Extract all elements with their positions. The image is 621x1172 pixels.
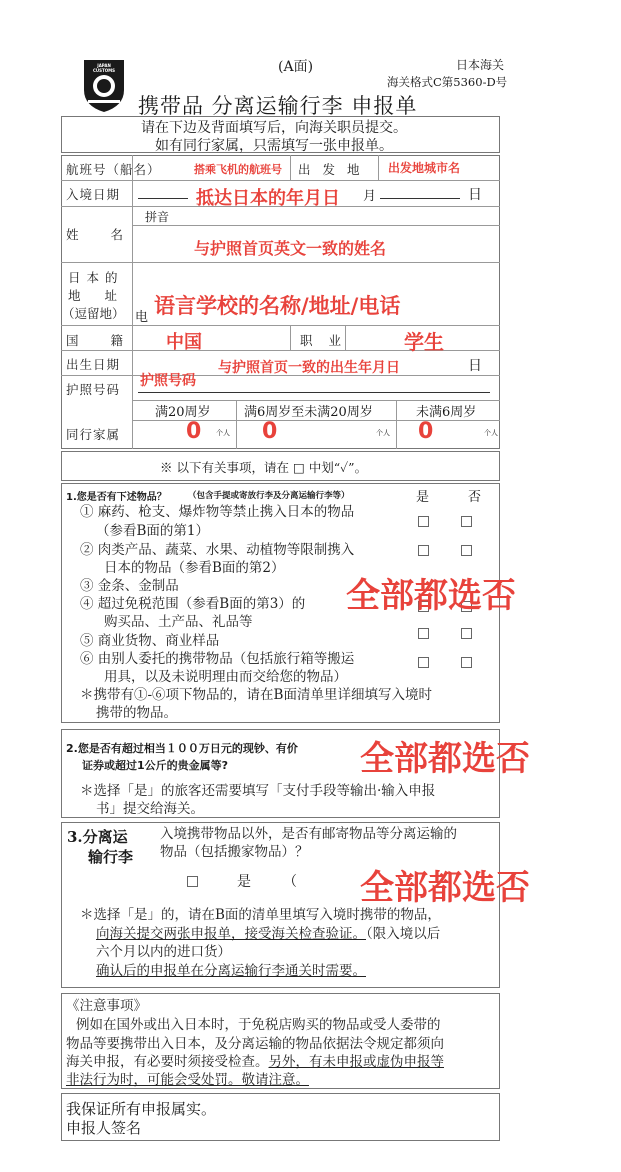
- instruction-text: ※ 以下有关事项，请在 □ 中划“✓”。: [160, 460, 368, 475]
- family-count-teen[interactable]: 0: [262, 419, 278, 444]
- family-count-child[interactable]: 0: [418, 419, 434, 444]
- entry-date-label: 入境日期: [66, 187, 121, 202]
- form-side: (A面): [278, 59, 314, 75]
- passport-hint[interactable]: 护照号码: [140, 373, 196, 389]
- q2-note-2: 书」提交给海关。: [96, 801, 204, 817]
- q1-item-1: ① 麻药、枪支、爆炸物等禁止携入日本的物品: [80, 504, 355, 520]
- q1-item-5-no-checkbox[interactable]: [461, 628, 472, 639]
- q3-yes-checkbox[interactable]: [187, 876, 198, 887]
- address-label-1: 日 本 的: [68, 270, 119, 285]
- q1-item-4: ④ 超过免税范围（参看B面的第3）的: [80, 596, 306, 612]
- notice-line-2: 物品等要携带出入日本，及分离运输的物品依据法令规定都须向: [66, 1036, 444, 1052]
- q3-note-1: ＊选择「是」的，请在B面的清单里填写入境时携带的物品，: [80, 907, 441, 923]
- q3-question-2: 物品（包括搬家物品）？: [160, 844, 309, 860]
- family-col-child: 未满6周岁: [416, 405, 477, 420]
- notice-title: 《注意事项》: [66, 998, 147, 1014]
- person-unit-2: 个人: [376, 429, 390, 437]
- job-label: 职 业: [300, 333, 347, 348]
- job-hint[interactable]: 学生: [404, 330, 444, 354]
- signature-statement: 我保证所有申报属实。: [66, 1100, 217, 1118]
- q1-item-6b: 用具，以及未说明理由而交给您的物品）: [104, 669, 347, 685]
- q1-footnote-1: ＊携带有①-⑥项下物品的，请在B面清单里详细填写入境时: [80, 687, 432, 703]
- q3-yes-label: 是: [237, 874, 251, 890]
- notice-line-3-underlined: 另外，有未申报或虚伪申报等: [268, 1054, 444, 1070]
- q2-answer-hint: 全部都选否: [360, 739, 530, 779]
- person-unit-3: 个人: [484, 429, 498, 437]
- notice-line-3: [66, 1053, 444, 1071]
- q1-item-6-no-checkbox[interactable]: [461, 657, 472, 668]
- q1-item-1-no-checkbox[interactable]: [461, 516, 472, 527]
- nationality-label: 国 籍: [66, 333, 137, 348]
- passport-label: 护照号码: [66, 382, 121, 397]
- q2-note-1: ＊选择「是」的旅客还需要填写「支付手段等输出·输入申报: [80, 783, 436, 799]
- q3-note-3: 六个月以内的进口货）: [96, 944, 231, 960]
- q1-item-3: ③ 金条、金制品: [80, 578, 179, 594]
- q3-answer-hint: 全部都选否: [360, 868, 530, 908]
- notice-line-4: [66, 1071, 309, 1089]
- departure-hint[interactable]: 出发地城市名: [388, 161, 461, 175]
- customs-logo: [80, 56, 128, 114]
- family-count-adult[interactable]: 0: [186, 419, 202, 444]
- q2-title-2: 证券或超过1公斤的贵金属等?: [82, 759, 229, 772]
- q3-title-2: 输行李: [88, 848, 134, 866]
- address-label-3: （逗留地）: [62, 306, 125, 321]
- intro-line-1: 请在下边及背面填写后，向海关职员提交。: [141, 120, 407, 136]
- person-unit-1: 个人: [216, 429, 230, 437]
- name-label: 姓 名: [66, 227, 137, 242]
- nationality-hint[interactable]: 中国: [166, 332, 202, 353]
- notice-line-1: 例如在国外或出入日本时，于免税店购买的物品或受人委带的: [76, 1017, 441, 1033]
- q3-note-2: [96, 925, 440, 943]
- entry-date-hint[interactable]: 抵达日本的年月日: [196, 188, 340, 209]
- departure-label: 出 发 地: [298, 162, 364, 177]
- entry-month-char: 月: [363, 189, 377, 204]
- q1-item-1b: （参看B面的第1）: [96, 523, 210, 539]
- birth-hint[interactable]: 与护照首页一致的出生年月日: [218, 360, 400, 376]
- signature-label[interactable]: 申报人签名: [66, 1119, 142, 1137]
- notice-line-4-underlined: 非法行为时，可能会受处罚。敬请注意。: [66, 1072, 309, 1088]
- q1-item-6: ⑥ 由别人委托的携带物品（包括旅行箱等搬运: [80, 651, 355, 667]
- q3-paren: （: [283, 874, 297, 890]
- q1-item-2-no-checkbox[interactable]: [461, 545, 472, 556]
- q3-title-1: 3.分离运: [67, 828, 128, 846]
- phone-char: 电: [135, 310, 149, 325]
- q1-answer-hint: 全部都选否: [346, 576, 516, 616]
- q1-item-4b: 购买品、土产品、礼品等: [104, 614, 253, 630]
- q1-item-6-yes-checkbox[interactable]: [418, 657, 429, 668]
- q3-question-1: 入境携带物品以外，是否有邮寄物品等分离运输的: [160, 826, 457, 842]
- q2-title-1: 2.您是否有超过相当１００万日元的现钞、有价: [66, 742, 298, 755]
- q1-note: （包含手提或寄放行李及分离运输行李等）: [188, 491, 350, 501]
- pinyin-label: 拼音: [145, 210, 170, 224]
- birth-day-char: 日: [468, 358, 482, 374]
- family-col-adult: 满20周岁: [155, 405, 211, 420]
- q3-note-4: [96, 962, 366, 980]
- q1-item-2-yes-checkbox[interactable]: [418, 545, 429, 556]
- q3-note-4-underlined: 确认后的申报单在分离运输行李通关时需要。: [96, 963, 366, 979]
- q1-item-5-yes-checkbox[interactable]: [418, 628, 429, 639]
- q1-item-2b: 日本的物品（参看B面的第2）: [104, 560, 285, 576]
- flight-hint[interactable]: 搭乘飞机的航班号: [194, 163, 282, 176]
- q1-item-5: ⑤ 商业货物、商业样品: [80, 633, 220, 649]
- q1-yes-header: 是: [416, 490, 430, 505]
- q1-item-2: ② 肉类产品、蔬菜、水果、动植物等限制携入: [80, 542, 355, 558]
- intro-line-2: 如有同行家属，只需填写一张申报单。: [155, 138, 393, 154]
- logo-text: JAPAN CUSTOMS: [92, 63, 116, 73]
- form-number: 海关格式C第5360-D号: [387, 75, 508, 89]
- address-hint[interactable]: 语言学校的名称/地址/电话: [154, 294, 401, 318]
- address-label-2: 地 址: [68, 288, 127, 303]
- notice-line-3-head: 海关申报，有必要时须接受检查。: [66, 1054, 269, 1070]
- q1-title: 1.您是否有下述物品？: [66, 492, 167, 503]
- name-hint[interactable]: 与护照首页英文一致的姓名: [194, 239, 387, 258]
- page-title: 携带品 分离运输行李 申报单: [138, 94, 418, 118]
- flight-label: 航班号（船名）: [66, 162, 161, 177]
- family-label: 同行家属: [66, 427, 121, 442]
- birth-label: 出生日期: [66, 357, 121, 372]
- q1-item-1-yes-checkbox[interactable]: [418, 516, 429, 527]
- q1-no-header: 否: [468, 490, 482, 505]
- customs-name: 日本海关: [456, 58, 505, 72]
- q3-note-2-tail: （限入境以后: [366, 926, 441, 942]
- entry-day-char: 日: [468, 187, 482, 203]
- q3-note-2-underlined: 向海关提交两张申报单，接受海关检查验证。: [96, 926, 366, 942]
- q1-footnote-2: 携带的物品。: [96, 705, 177, 721]
- family-col-teen: 满6周岁至未满20周岁: [244, 405, 373, 420]
